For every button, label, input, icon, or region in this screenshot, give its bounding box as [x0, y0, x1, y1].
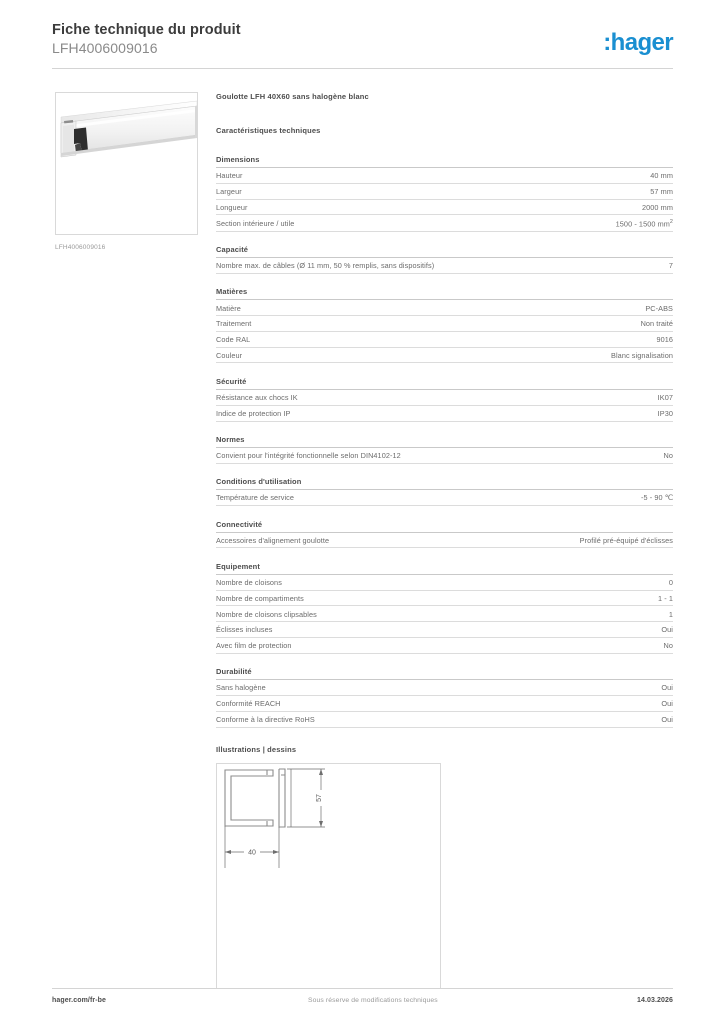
- spec-label: Nombre de compartiments: [216, 593, 304, 603]
- spec-row: [216, 215, 673, 231]
- spec-row: [216, 448, 673, 464]
- spec-label: Éclisses incluses: [216, 625, 273, 635]
- spec-group-title: Dimensions: [216, 155, 673, 168]
- spec-value: 57 mm: [650, 186, 673, 196]
- spec-group: [216, 155, 673, 232]
- spec-row: [216, 406, 673, 422]
- product-photo-caption: LFH4006009016: [55, 244, 106, 251]
- product-photo-image: [56, 93, 197, 234]
- dimension-height-label: 57: [316, 793, 323, 802]
- spec-value-superscript: 2: [669, 218, 673, 225]
- spec-row: [216, 348, 673, 364]
- spec-row: [216, 300, 673, 316]
- spec-label: Nombre max. de câbles (Ø 11 mm, 50 % remplis, sans dispositifs): [216, 261, 435, 271]
- spec-row: [216, 332, 673, 348]
- spec-row: [216, 606, 673, 622]
- spec-label: Couleur: [216, 350, 243, 360]
- spec-row: [216, 184, 673, 200]
- spec-label: Matière: [216, 303, 241, 313]
- specification-column: [216, 92, 673, 989]
- spec-label: Avec film de protection: [216, 641, 292, 651]
- spec-row: [216, 390, 673, 406]
- header-divider: [52, 68, 673, 69]
- spec-label: Accessoires d'alignement goulotte: [216, 535, 330, 545]
- spec-value: Non traité: [640, 319, 673, 329]
- hager-logo: :hager: [603, 29, 673, 56]
- product-reference: LFH4006009016: [52, 40, 158, 56]
- product-photo-box: [55, 92, 198, 235]
- spec-label: Hauteur: [216, 171, 243, 181]
- footer-website[interactable]: hager.com/fr-be: [52, 997, 107, 1004]
- spec-group: [216, 667, 673, 727]
- spec-row: [216, 533, 673, 549]
- spec-label: Longueur: [216, 202, 248, 212]
- spec-group-title: Sécurité: [216, 377, 673, 390]
- product-photo-column: [55, 92, 198, 251]
- technical-characteristics-heading: Caractéristiques techniques: [216, 126, 321, 135]
- spec-group-title: Normes: [216, 435, 673, 448]
- spec-row: [216, 680, 673, 696]
- spec-label: Température de service: [216, 493, 295, 503]
- page-header: [52, 22, 673, 68]
- illustrations-box: [216, 763, 441, 989]
- spec-value: 7: [668, 261, 673, 271]
- spec-value: No: [663, 641, 673, 651]
- spec-row: [216, 591, 673, 607]
- spec-row: [216, 712, 673, 728]
- spec-value: [606, 219, 673, 228]
- specification-groups: [216, 155, 673, 728]
- spec-group-title: Matières: [216, 287, 673, 300]
- spec-group-title: Capacité: [216, 245, 673, 258]
- spec-row: [216, 575, 673, 591]
- spec-value: No: [663, 451, 673, 461]
- spec-label: Convient pour l'intégrité fonctionnelle selon DIN4102-12: [216, 451, 401, 461]
- spec-label: Nombre de cloisons: [216, 578, 282, 588]
- spec-group-title: Conditions d'utilisation: [216, 477, 673, 490]
- spec-value: 1 - 1: [657, 593, 673, 603]
- spec-value: IP30: [657, 408, 673, 418]
- spec-value: Oui: [661, 715, 673, 725]
- spec-row: [216, 622, 673, 638]
- spec-label: Résistance aux chocs IK: [216, 393, 298, 403]
- technical-drawing: [217, 764, 440, 988]
- spec-value: IK07: [657, 393, 673, 403]
- spec-label: Indice de protection IP: [216, 408, 291, 418]
- page-title: Fiche technique du produit: [52, 22, 241, 38]
- spec-value: 9016: [656, 335, 673, 345]
- footer-date: 14.03.2026: [636, 997, 673, 1004]
- spec-value: 2000 mm: [642, 202, 673, 212]
- spec-label: Conforme à la directive RoHS: [216, 715, 315, 725]
- spec-label: Section intérieure / utile: [216, 218, 295, 228]
- spec-row: [216, 696, 673, 712]
- spec-group: [216, 245, 673, 274]
- spec-group: [216, 562, 673, 654]
- spec-row: [216, 490, 673, 506]
- spec-label: Sans halogène: [216, 683, 266, 693]
- spec-label: Conformité REACH: [216, 699, 281, 709]
- spec-value: 0: [668, 578, 673, 588]
- spec-row: [216, 200, 673, 216]
- spec-value: -5 - 90 ℃: [640, 493, 673, 503]
- spec-group: [216, 520, 673, 549]
- spec-value: Blanc signalisation: [611, 350, 673, 360]
- spec-group: [216, 477, 673, 506]
- spec-group-title: Durabilité: [216, 667, 673, 680]
- spec-group: [216, 435, 673, 464]
- dimension-width-label: 40: [248, 849, 256, 857]
- spec-row: [216, 258, 673, 274]
- spec-row: [216, 638, 673, 654]
- spec-label: Largeur: [216, 186, 242, 196]
- spec-value: Oui: [661, 683, 673, 693]
- spec-label: Nombre de cloisons clipsables: [216, 609, 317, 619]
- spec-value-text: 1500 - 1500 mm: [615, 218, 670, 228]
- spec-row: [216, 316, 673, 332]
- page-footer: [52, 997, 673, 1004]
- illustrations-heading: Illustrations | dessins: [216, 744, 297, 754]
- spec-value: 40 mm: [650, 171, 673, 181]
- spec-group: [216, 287, 673, 363]
- spec-group: [216, 377, 673, 422]
- spec-group-title: Equipement: [216, 562, 673, 575]
- spec-value: Oui: [661, 699, 673, 709]
- product-name: Goulotte LFH 40X60 sans halogène blanc: [216, 92, 369, 101]
- spec-value: Profilé pré-équipé d'éclisses: [579, 535, 673, 545]
- footer-divider: [52, 988, 673, 989]
- spec-value: Oui: [661, 625, 673, 635]
- spec-value: PC-ABS: [645, 303, 673, 313]
- spec-row: [216, 168, 673, 184]
- spec-value: 1: [668, 609, 673, 619]
- spec-label: Code RAL: [216, 335, 251, 345]
- spec-group-title: Connectivité: [216, 520, 673, 533]
- spec-label: Traitement: [216, 319, 252, 329]
- footer-disclaimer: Sous réserve de modifications techniques: [307, 997, 438, 1004]
